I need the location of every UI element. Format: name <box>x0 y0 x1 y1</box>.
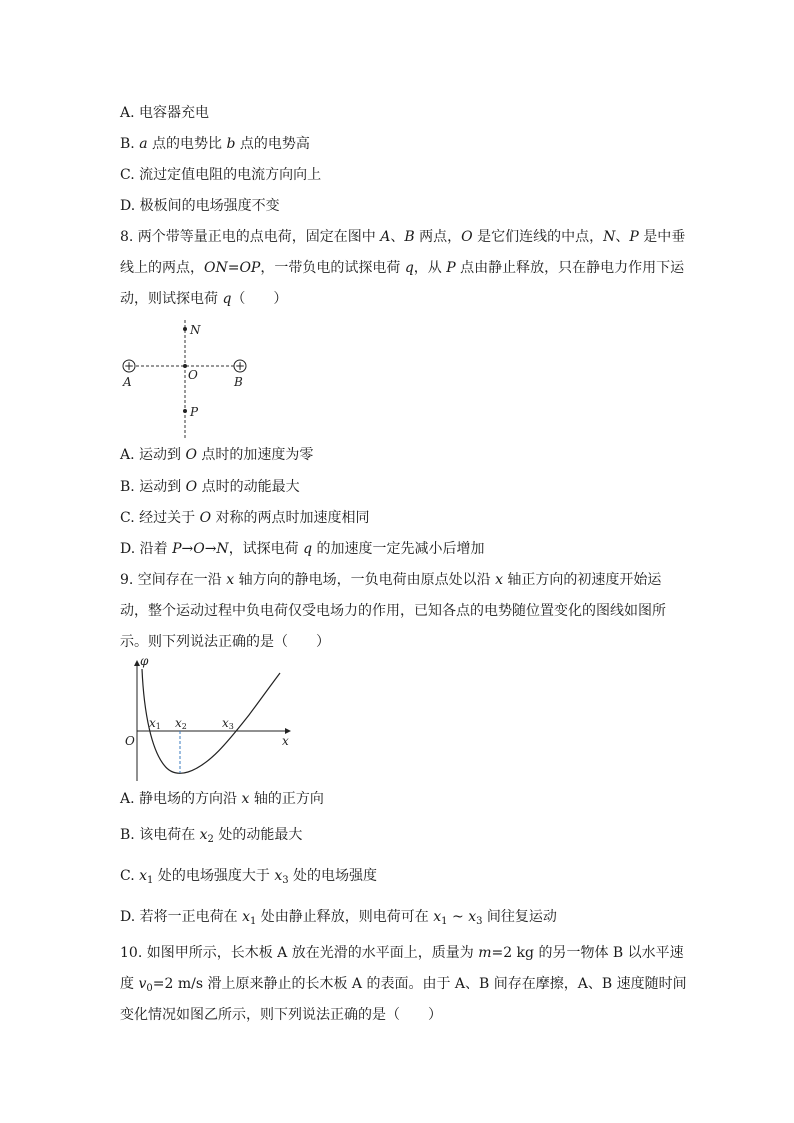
label-x-axis: x <box>282 734 289 748</box>
q8-option-a: A. 运动到 O 点时的加速度为零 <box>120 447 314 463</box>
point-o-dot <box>183 364 187 368</box>
potential-curve <box>142 669 280 773</box>
charge-a-sign: + <box>123 359 135 373</box>
label-a: A <box>123 375 132 389</box>
label-x1: x1 <box>149 716 161 731</box>
q9-option-d: D. 若将一正电荷在 $x_1$ 处由静止释放，则电荷可在 $x_1$ ~ $x_3$ 间往复运动 <box>120 909 557 927</box>
q7-option-d: D. 极板间的电场强度不变 <box>120 198 280 214</box>
q9-potential-graph <box>118 655 296 785</box>
label-origin: O <box>125 734 135 748</box>
q9-stem-line3: 示。则下列说法正确的是（ ） <box>120 634 330 650</box>
label-x3: x3 <box>222 716 234 731</box>
charge-b-sign: + <box>234 359 246 373</box>
q8-stem-line1: 8. 两个带等量正电的点电荷，固定在图中 A、B 两点，O 是它们连线的中点，N、P 是中垂 <box>120 229 686 245</box>
q8-stem-line3: 动，则试探电荷 q（ ） <box>120 291 288 307</box>
label-p: P <box>190 405 199 419</box>
label-o: O <box>188 368 198 382</box>
q9-stem-line2: 动，整个运动过程中负电荷仅受电场力的作用，已知各点的电势随位置变化的图线如图所 <box>120 603 666 619</box>
label-phi: φ <box>140 655 149 668</box>
label-x2: x2 <box>175 716 187 731</box>
q9-option-c: C. $x_1$ 处的电场强度大于 $x_3$ 处的电场强度 <box>120 868 378 886</box>
q8-option-b: B. 运动到 O 点时的动能最大 <box>120 479 300 495</box>
q8-stem-line2: 线上的两点，ON=OP，一带负电的试探电荷 q，从 P 点由静止释放，只在静电力作用下运 <box>120 260 685 276</box>
label-b: B <box>234 375 243 389</box>
q8-charge-diagram <box>115 318 255 440</box>
label-n: N <box>190 323 201 337</box>
point-p-dot <box>183 409 187 413</box>
q10-stem-line1: 10. 如图甲所示，长木板 A 放在光滑的水平面上，质量为 m=2 kg 的另一物体 B 以水平速 <box>120 945 684 961</box>
q8-option-c: C. 经过关于 O 对称的两点时加速度相同 <box>120 510 370 526</box>
q7-option-c: C. 流过定值电阻的电流方向向上 <box>120 167 322 183</box>
q9-option-b: B. 该电荷在 $x_2$ 处的动能最大 <box>120 827 303 845</box>
q7-option-a: A. 电容器充电 <box>120 105 210 121</box>
q9-option-a: A. 静电场的方向沿 x 轴的正方向 <box>120 791 324 807</box>
q10-stem-line2: 度 $v_0=2$ m/s 滑上原来静止的长木板 A 的表面。由于 A、B 间存在摩擦，A、B 速度随时间 <box>120 976 687 994</box>
point-n-dot <box>183 327 187 331</box>
q9-stem-line1: 9. 空间存在一沿 x 轴方向的静电场，一负电荷由原点处以沿 x 轴正方向的初速度开始运 <box>120 572 662 588</box>
q8-option-d: D. 沿着 P→O→N，试探电荷 q 的加速度一定先减小后增加 <box>120 541 485 557</box>
q10-stem-line3: 变化情况如图乙所示，则下列说法正确的是（ ） <box>120 1007 442 1023</box>
q7-option-b: B. a 点的电势比 b 点的电势高 <box>120 136 310 152</box>
